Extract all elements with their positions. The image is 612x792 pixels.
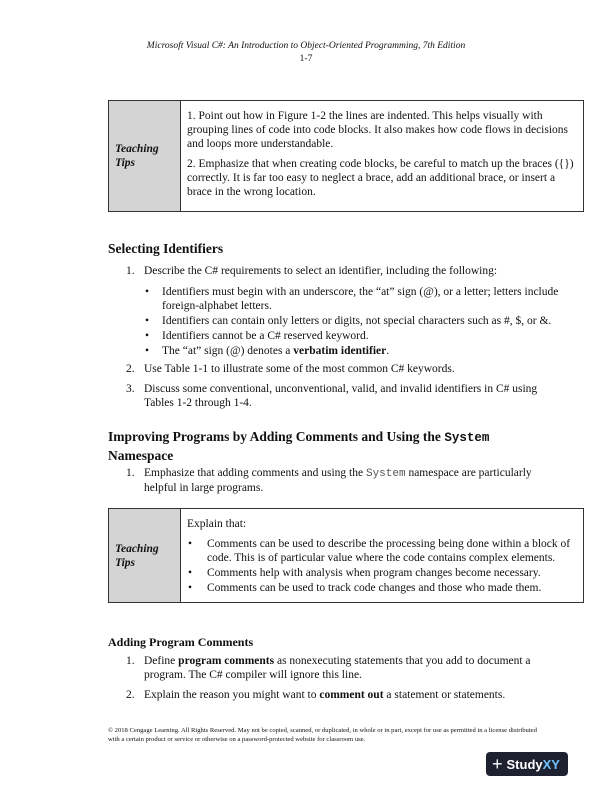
list-item: 1. Describe the C# requirements to select an identifier, including the following:	[126, 265, 498, 277]
plus-icon: +	[492, 754, 503, 774]
section-heading-selecting-identifiers: Selecting Identifiers	[108, 241, 224, 256]
subsection-heading-adding-comments: Adding Program Comments	[108, 635, 254, 649]
page-header	[0, 40, 612, 66]
teaching-tips-label: Teaching Tips	[109, 509, 181, 602]
list-item: • Identifiers can contain only letters or digits, not special characters such as #, $, or &.	[142, 314, 572, 328]
teaching-tips-box-1	[108, 100, 584, 212]
teaching-tips-content	[181, 509, 583, 602]
list-item: 3. Discuss some conventional, unconventional, valid, and invalid identifiers in C# using Tables 1-2 through 1-4.	[126, 383, 538, 409]
teaching-tips-label: Teaching Tips	[109, 101, 181, 211]
copyright-footer: © 2018 Cengage Learning. All Rights Reserved. May not be copied, scanned, or duplicated, in whole or in part, except for use as permitted in a license distributed with a certain product or service or otherwise on a password-protected website for classroom use.	[108, 727, 537, 743]
book-title: Microsoft Visual C#: An Introduction to Object-Oriented Programming, 7th Edition	[146, 41, 466, 51]
list-item: • Comments help with analysis when program changes become necessary.	[187, 566, 577, 580]
list-item: 2. Explain the reason you might want to comment out a statement or statements.	[126, 689, 506, 701]
list-item: • The “at” sign (@) denotes a verbatim identifier.	[142, 344, 572, 358]
list-item: 1. Define program comments as nonexecuting statements that you add to document a program. The C# compiler will ignore this line.	[126, 655, 531, 681]
tip-bullets	[187, 537, 577, 595]
section-heading-comments-system: Improving Programs by Adding Comments and Using the System Namespace	[108, 429, 490, 463]
tip-paragraph: 2. Emphasize that when creating code blocks, be careful to match up the braces ({}) correctly. It is far too easy to neglect a brace, add an additional brace, or insert a brace in the wrong location.	[187, 158, 574, 198]
list-item: • Comments can be used to track code changes and those who made them.	[187, 581, 577, 595]
teaching-tips-content	[181, 101, 583, 211]
page-number: 1-7	[299, 54, 313, 64]
term-comment-out: comment out	[319, 689, 384, 701]
teaching-tips-box-2	[108, 508, 584, 603]
list-item: 1. Emphasize that adding comments and using the System namespace are particularly helpful in large programs.	[126, 467, 532, 494]
tip-intro: Explain that:	[187, 518, 247, 530]
studyxy-logo: + Study XY	[486, 752, 568, 776]
identifier-rules-list	[142, 285, 572, 359]
list-item: 2. Use Table 1-1 to illustrate some of the most common C# keywords.	[126, 363, 455, 375]
list-item: • Identifiers must begin with an underscore, the “at” sign (@), or a letter; letters include foreign-alphabet letters.	[142, 285, 572, 313]
list-item: • Identifiers cannot be a C# reserved keyword.	[142, 329, 572, 343]
term-program-comments: program comments	[178, 655, 275, 667]
term-verbatim-identifier: verbatim identifier	[293, 345, 387, 357]
tip-paragraph: 1. Point out how in Figure 1-2 the lines are indented. This helps visually with grouping lines of code into code blocks. It also makes how code flows in decisions and loops more understandable.	[187, 110, 569, 150]
list-item: • Comments can be used to describe the processing being done within a block of code. This is of particular value where the code contains complex elements.	[187, 537, 577, 565]
